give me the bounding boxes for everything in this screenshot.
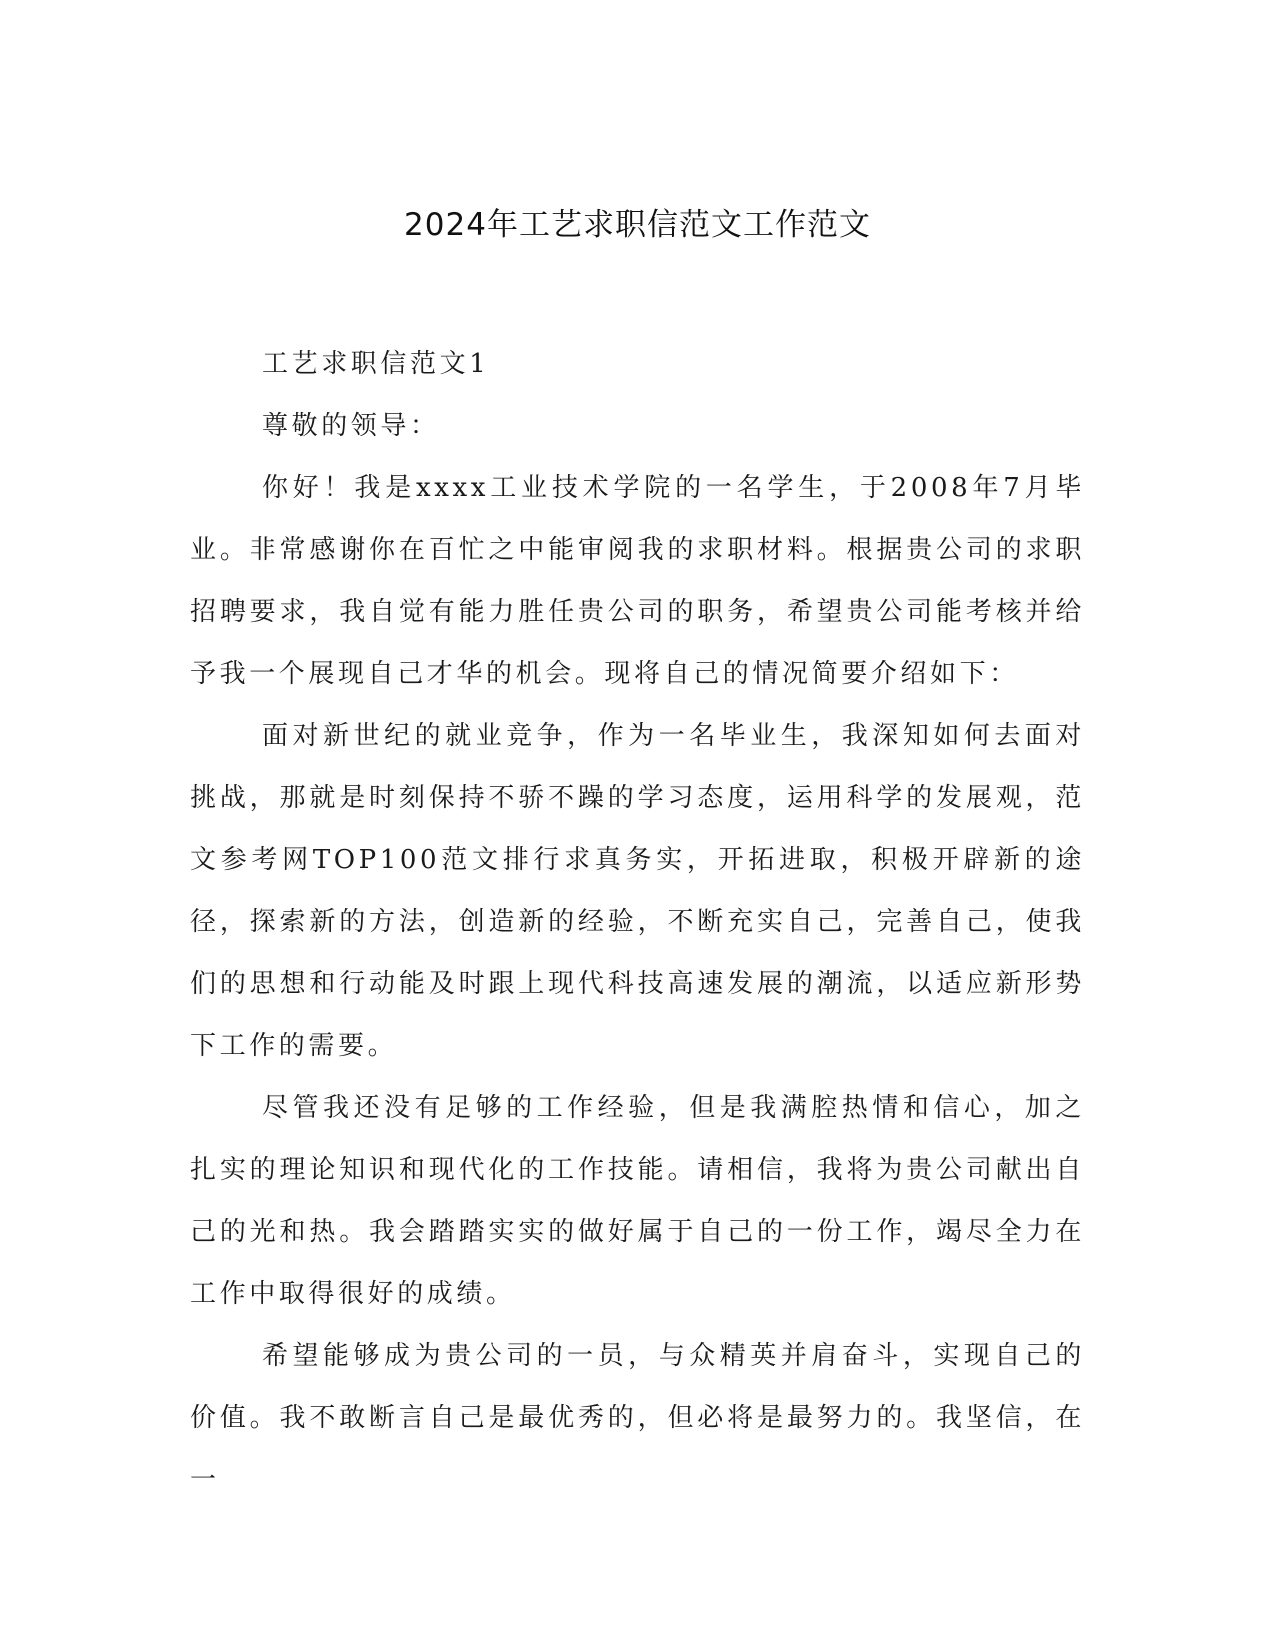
- document-title: 2024年工艺求职信范文工作范文: [404, 207, 871, 243]
- paragraph-aspiration: 希望能够成为贵公司的一员，与众精英并肩奋斗，实现自己的价值。我不敢断言自己是最优秀的，但必将是最努力的。我坚信，在一: [190, 1341, 1085, 1495]
- paragraph-commitment: 尽管我还没有足够的工作经验，但是我满腔热情和信心，加之扎实的理论知识和现代化的工作技能。请相信，我将为贵公司献出自己的光和热。我会踏踏实实的做好属于自己的一份工作，竭尽全力在工作中取得很好的成绩。: [190, 1093, 1085, 1309]
- paragraph-attitude: 面对新世纪的就业竞争，作为一名毕业生，我深知如何去面对挑战，那就是时刻保持不骄不躁的学习态度，运用科学的发展观，范文参考网TOP100范文排行求真务实，开拓进取，积极开辟新的途径，探索新的方法，创造新的经验，不断充实自己，完善自己，使我们的思想和行动能及时跟上现代科技高速发展的潮流，以适应新形势下工作的需要。: [190, 721, 1085, 1061]
- section-heading: 工艺求职信范文1: [262, 349, 490, 379]
- paragraph-introduction: 你好！我是xxxx工业技术学院的一名学生，于2008年7月毕业。非常感谢你在百忙之中能审阅我的求职材料。根据贵公司的求职招聘要求，我自觉有能力胜任贵公司的职务，希望贵公司能考核并给予我一个展现自己才华的机会。现将自己的情况简要介绍如下：: [190, 473, 1085, 689]
- salutation: 尊敬的领导：: [262, 411, 440, 441]
- document-body: [190, 333, 1085, 1511]
